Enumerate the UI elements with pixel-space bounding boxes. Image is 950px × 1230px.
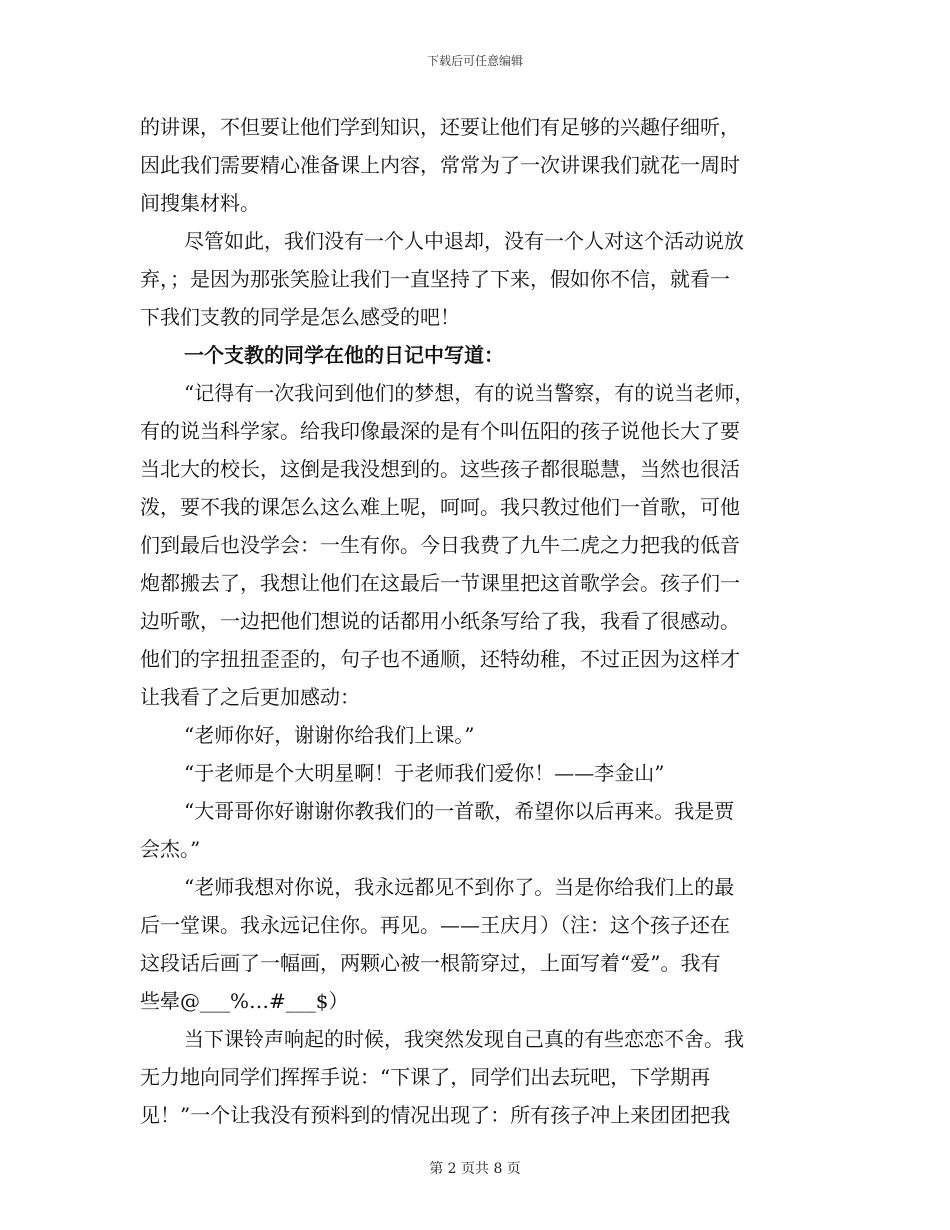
quote-line: “老师你好，谢谢你给我们上课。” [184,723,475,747]
page-header: 下载后可任意编辑 [426,54,523,68]
paragraph-start-line: 当下课铃声响起的时候，我突然发现自己真的有些恋恋不舍。我 [184,1027,744,1051]
quote-line: “老师我想对你说，我永远都见不到你了。当是你给我们上的最 [184,875,735,899]
quote-line: “大哥哥你好谢谢你教我们的一首歌，希望你以后再来。我是贾 [184,799,735,823]
text-line: 泼，要不我的课怎么这么难上呢，呵呵。我只教过他们一首歌，可他 [140,495,740,519]
text-line: 们到最后也没学会：一生有你。今日我费了九牛二虎之力把我的低音 [140,533,740,557]
text-line: 边听歌，一边把他们想说的话都用小纸条写给了我，我看了很感动。 [140,609,740,633]
quote-line: “于老师是个大明星啊！于老师我们爱你！——李金山” [184,761,665,785]
text-line: 些晕@___%…#___$） [140,989,349,1013]
text-line: 间搜集材料。 [140,191,260,215]
paragraph-start-line: “记得有一次我问到他们的梦想，有的说当警察，有的说当老师， [184,381,755,405]
page-footer: 第 2 页共 8 页 [429,1161,521,1177]
text-line: 的讲课，不但要让他们学到知识，还要让他们有足够的兴趣仔细听， [140,115,740,139]
paragraph-start-line: 尽管如此，我们没有一个人中退却，没有一个人对这个活动说放 [184,229,744,253]
text-line: 这段话后画了一幅画，两颗心被一根箭穿过，上面写着“爱”。我有 [140,951,721,975]
text-line: 他们的字扭扭歪歪的，句子也不通顺，还特幼稚，不过正因为这样才 [140,647,740,671]
text-line: 有的说当科学家。给我印像最深的是有个叫伍阳的孩子说他长大了要 [140,419,740,443]
text-line: 下我们支教的同学是怎么感受的吧！ [140,305,460,329]
section-heading: 一个支教的同学在他的日记中写道： [184,343,504,367]
text-line: 无力地向同学们挥挥手说：“下课了，同学们出去玩吧，下学期再 [140,1065,711,1089]
document-body [140,108,800,1134]
text-line: 炮都搬去了，我想让他们在这最后一节课里把这首歌学会。孩子们一 [140,571,740,595]
text-line: 见！”一个让我没有预料到的情况出现了：所有孩子冲上来团团把我 [140,1103,731,1127]
text-line: 让我看了之后更加感动： [140,685,360,709]
text-line: 会杰。” [140,837,201,861]
text-line: 后一堂课。我永远记住你。再见。——王庆月）（注：这个孩子还在 [140,913,730,937]
text-line: 弃，；是因为那张笑脸让我们一直坚持了下来，假如你不信，就看一 [140,267,730,291]
text-line: 因此我们需要精心准备课上内容，常常为了一次讲课我们就花一周时 [140,153,740,177]
text-line: 当北大的校长，这倒是我没想到的。这些孩子都很聪慧，当然也很活 [140,457,740,481]
